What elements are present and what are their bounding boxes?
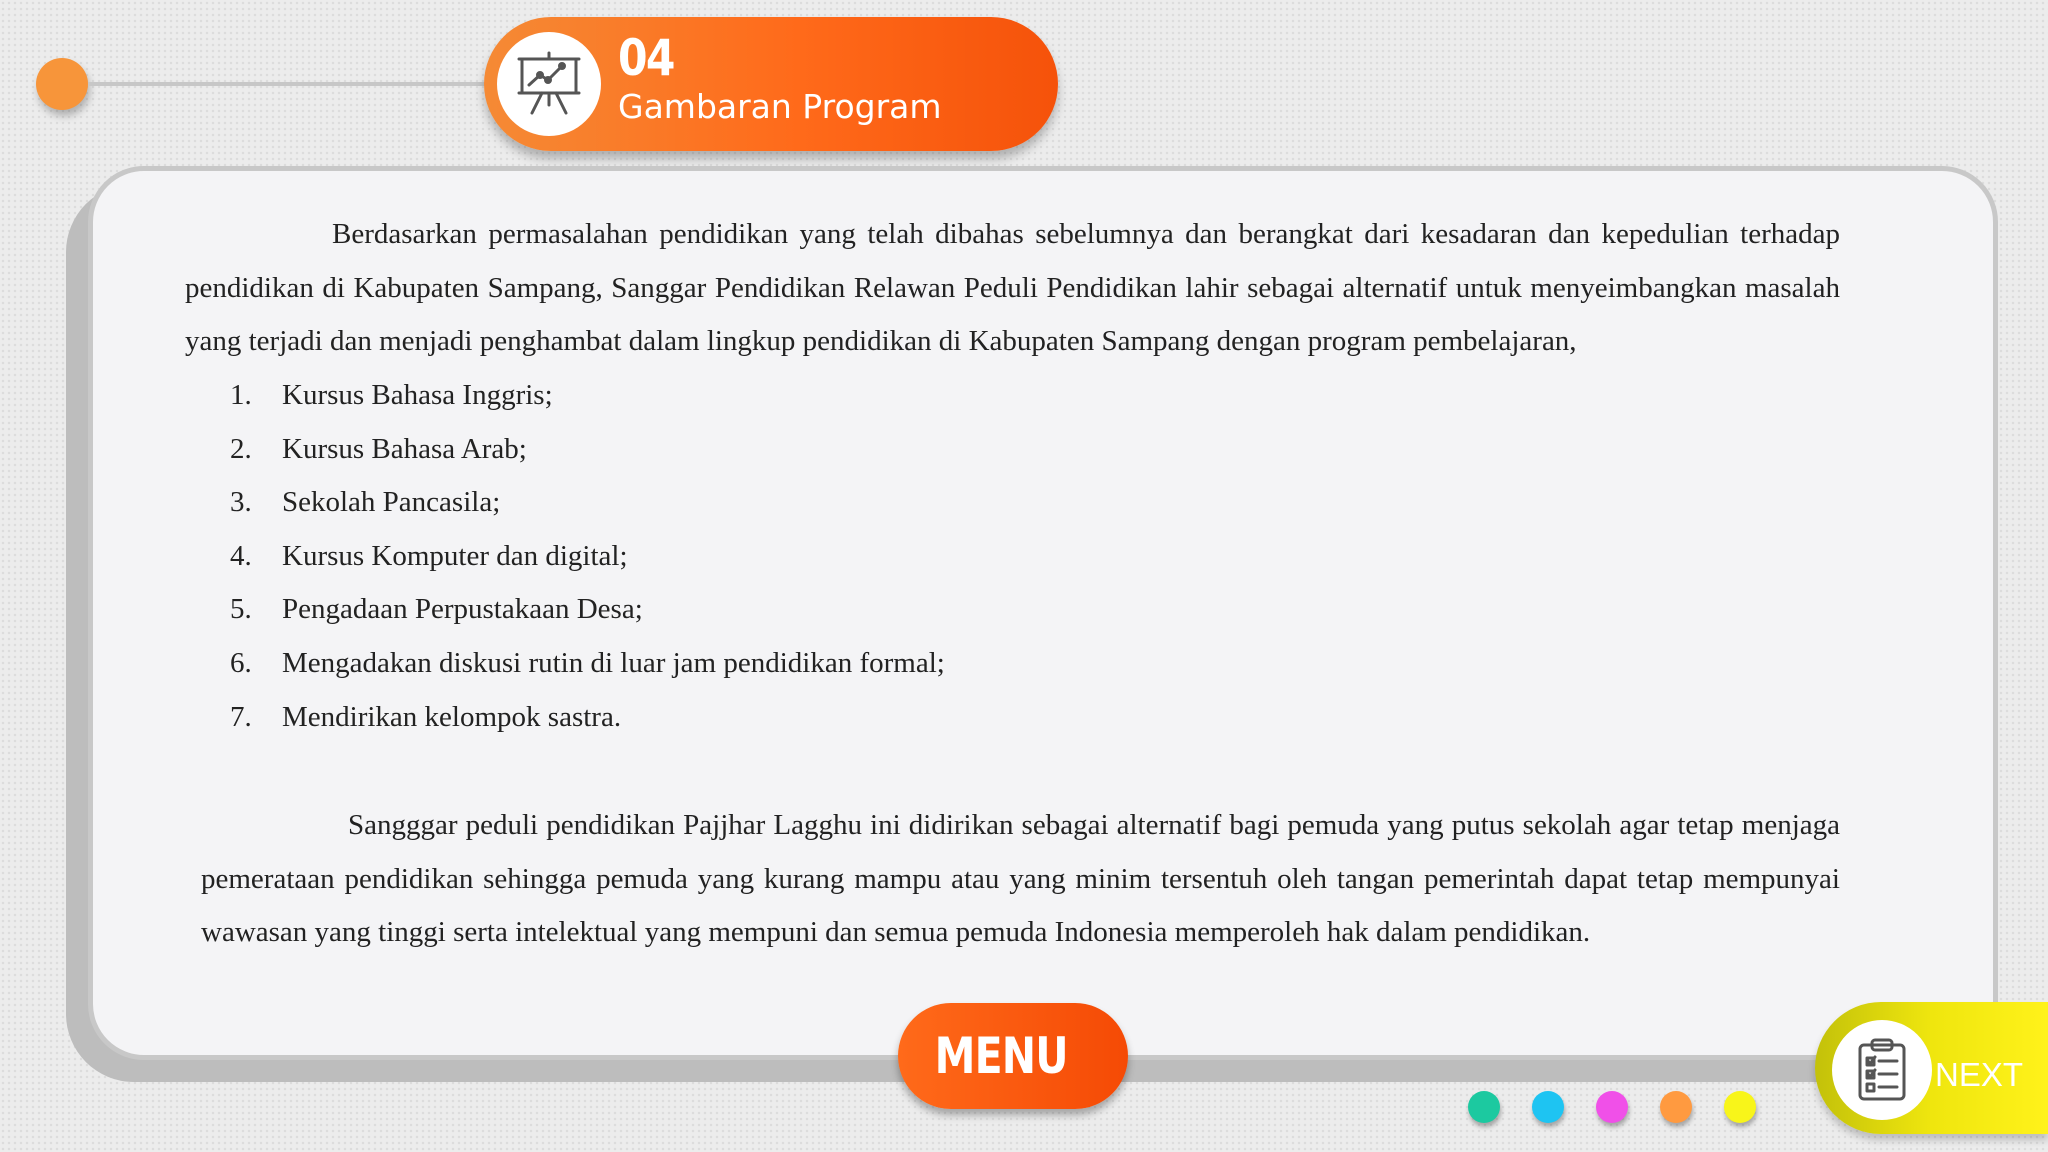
list-item [230,423,945,477]
decorative-dots [1468,1091,1756,1123]
list-item-number: 7. [230,700,252,733]
list-item-text: Kursus Bahasa Inggris; [282,379,553,411]
menu-button[interactable] [898,1003,1128,1109]
list-item-text: Pengadaan Perpustakaan Desa; [282,593,643,626]
decorative-dot [1596,1091,1628,1123]
closing-paragraph: Sangggar peduli pendidikan Pajjhar Lagghu ini didirikan sebagai alternatif bagi pemuda yang putus sekolah agar tetap menjaga pemerataan pendidikan sehingga pemuda yang kurang mampu atau yang minim tersentuh oleh tangan pemerintah dapat tetap mempunyai wawasan yang tinggi serta intelektual yang mempuni dan semua pemuda Indonesia memperoleh hak dalam pendidikan. [201,809,1840,949]
section-number: 04 [618,29,674,87]
section-title: Gambaran Program [618,87,942,126]
list-item-number: 1. [230,379,252,411]
list-item [230,691,945,745]
list-item-number: 2. [230,432,252,465]
next-button[interactable] [1815,1002,2048,1134]
decorative-dot [1532,1091,1564,1123]
list-item [230,369,945,423]
presentation-chart-icon [497,32,601,136]
next-button-label: NEXT [1935,1056,2024,1093]
section-header [484,17,1058,151]
decorative-dot [1660,1091,1692,1123]
menu-button-label: MENU [934,1027,1068,1085]
decorative-orange-dot [36,58,88,110]
checklist-clipboard-icon [1832,1020,1932,1120]
program-list [230,369,945,744]
list-item [230,583,945,637]
list-item-text: Mendirikan kelompok sastra. [282,700,622,733]
list-item-text: Kursus Komputer dan digital; [282,539,628,572]
decorative-dot [1468,1091,1500,1123]
list-item [230,637,945,691]
list-item-text: Kursus Bahasa Arab; [282,432,527,465]
list-item [230,530,945,584]
list-item-text: Sekolah Pancasila; [282,486,501,519]
decorative-line [88,82,498,86]
list-item-number: 6. [230,646,252,679]
list-item-text: Mengadakan diskusi rutin di luar jam pendidikan formal; [282,646,945,679]
intro-paragraph: Berdasarkan permasalahan pendidikan yang telah dibahas sebelumnya dan berangkat dari kesadaran dan kepedulian terhadap pendidikan di Kabupaten Sampang, Sanggar Pendidikan Relawan Peduli Pendidikan lahir sebagai alternatif untuk menyeimbangkan masalah yang terjadi dan menjadi penghambat dalam lingkup pendidikan di Kabupaten Sampang dengan program pembelajaran, [185,218,1840,358]
list-item-number: 4. [230,539,252,572]
list-item-number: 5. [230,593,252,626]
decorative-dot [1724,1091,1756,1123]
list-item [230,476,945,530]
list-item-number: 3. [230,486,252,519]
